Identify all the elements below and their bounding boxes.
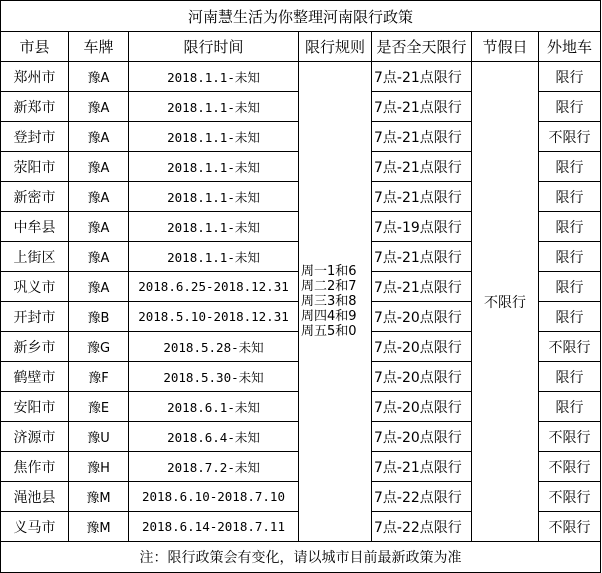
nonlocal-cell: 不限行 [539,332,601,362]
plate-cell: 豫E [69,392,129,422]
allday-cell: 7点-20点限行 [372,392,472,422]
rule-line: 周五5和0 [301,324,357,339]
city-cell: 鹤壁市 [1,362,69,392]
period-cell: 2018.1.1-未知 [129,62,299,92]
allday-cell: 7点-21点限行 [372,272,472,302]
nonlocal-cell: 限行 [539,362,601,392]
allday-cell: 7点-22点限行 [372,482,472,512]
rule-line: 周二2和7 [301,279,357,294]
header-row [1,32,601,62]
city-cell: 安阳市 [1,392,69,422]
period-cell: 2018.5.30-未知 [129,362,299,392]
period-cell: 2018.6.4-未知 [129,422,299,452]
nonlocal-cell: 限行 [539,152,601,182]
city-cell: 焦作市 [1,452,69,482]
allday-cell: 7点-20点限行 [372,362,472,392]
rule-line: 周四4和9 [301,309,357,324]
period-cell: 2018.6.14-2018.7.11 [129,512,299,542]
table-title: 河南慧生活为你整理河南限行政策 [1,1,601,32]
header-nonlocal: 外地车 [539,32,601,62]
nonlocal-cell: 限行 [539,62,601,92]
city-cell: 渑池县 [1,482,69,512]
city-cell: 上街区 [1,242,69,272]
nonlocal-cell: 限行 [539,242,601,272]
allday-cell: 7点-21点限行 [372,242,472,272]
header-plate: 车牌 [69,32,129,62]
allday-cell: 7点-20点限行 [372,332,472,362]
nonlocal-cell: 不限行 [539,452,601,482]
allday-cell: 7点-21点限行 [372,452,472,482]
footnote: 注：限行政策会有变化，请以城市目前最新政策为准 [1,542,601,573]
period-cell: 2018.1.1-未知 [129,122,299,152]
header-holiday: 节假日 [472,32,539,62]
city-cell: 开封市 [1,302,69,332]
allday-cell: 7点-21点限行 [372,62,472,92]
period-cell: 2018.1.1-未知 [129,242,299,272]
note-row [1,542,601,573]
rule-line: 周三3和8 [301,294,357,309]
rule-cell [299,62,372,542]
plate-cell: 豫B [69,302,129,332]
city-cell: 巩义市 [1,272,69,302]
plate-cell: 豫A [69,62,129,92]
city-cell: 新密市 [1,182,69,212]
nonlocal-cell: 限行 [539,272,601,302]
city-cell: 郑州市 [1,62,69,92]
allday-cell: 7点-19点限行 [372,212,472,242]
nonlocal-cell: 限行 [539,92,601,122]
allday-cell: 7点-20点限行 [372,422,472,452]
plate-cell: 豫U [69,422,129,452]
city-cell: 济源市 [1,422,69,452]
nonlocal-cell: 不限行 [539,122,601,152]
city-cell: 荥阳市 [1,152,69,182]
city-cell: 中牟县 [1,212,69,242]
table-row [1,62,601,92]
holiday-cell: 不限行 [472,62,539,542]
plate-cell: 豫A [69,242,129,272]
header-city: 市县 [1,32,69,62]
plate-cell: 豫A [69,92,129,122]
plate-cell: 豫A [69,272,129,302]
city-cell: 义马市 [1,512,69,542]
city-cell: 新乡市 [1,332,69,362]
period-cell: 2018.1.1-未知 [129,212,299,242]
allday-cell: 7点-21点限行 [372,152,472,182]
nonlocal-cell: 限行 [539,302,601,332]
nonlocal-cell: 不限行 [539,422,601,452]
plate-cell: 豫A [69,152,129,182]
period-cell: 2018.1.1-未知 [129,92,299,122]
allday-cell: 7点-21点限行 [372,122,472,152]
nonlocal-cell: 不限行 [539,512,601,542]
plate-cell: 豫A [69,122,129,152]
period-cell: 2018.6.1-未知 [129,392,299,422]
allday-cell: 7点-20点限行 [372,302,472,332]
plate-cell: 豫G [69,332,129,362]
allday-cell: 7点-21点限行 [372,182,472,212]
header-allday: 是否全天限行 [372,32,472,62]
city-cell: 登封市 [1,122,69,152]
period-cell: 2018.6.10-2018.7.10 [129,482,299,512]
rule-line: 周一1和6 [301,264,357,279]
plate-cell: 豫A [69,182,129,212]
plate-cell: 豫H [69,452,129,482]
plate-cell: 豫A [69,212,129,242]
period-cell: 2018.7.2-未知 [129,452,299,482]
period-cell: 2018.5.10-2018.12.31 [129,302,299,332]
nonlocal-cell: 不限行 [539,482,601,512]
nonlocal-cell: 限行 [539,212,601,242]
allday-cell: 7点-22点限行 [372,512,472,542]
plate-cell: 豫F [69,362,129,392]
period-cell: 2018.5.28-未知 [129,332,299,362]
period-cell: 2018.1.1-未知 [129,152,299,182]
plate-cell: 豫M [69,512,129,542]
city-cell: 新郑市 [1,92,69,122]
allday-cell: 7点-21点限行 [372,92,472,122]
header-period: 限行时间 [129,32,299,62]
period-cell: 2018.6.25-2018.12.31 [129,272,299,302]
nonlocal-cell: 限行 [539,392,601,422]
header-rule: 限行规则 [299,32,372,62]
plate-cell: 豫M [69,482,129,512]
period-cell: 2018.1.1-未知 [129,182,299,212]
nonlocal-cell: 限行 [539,182,601,212]
